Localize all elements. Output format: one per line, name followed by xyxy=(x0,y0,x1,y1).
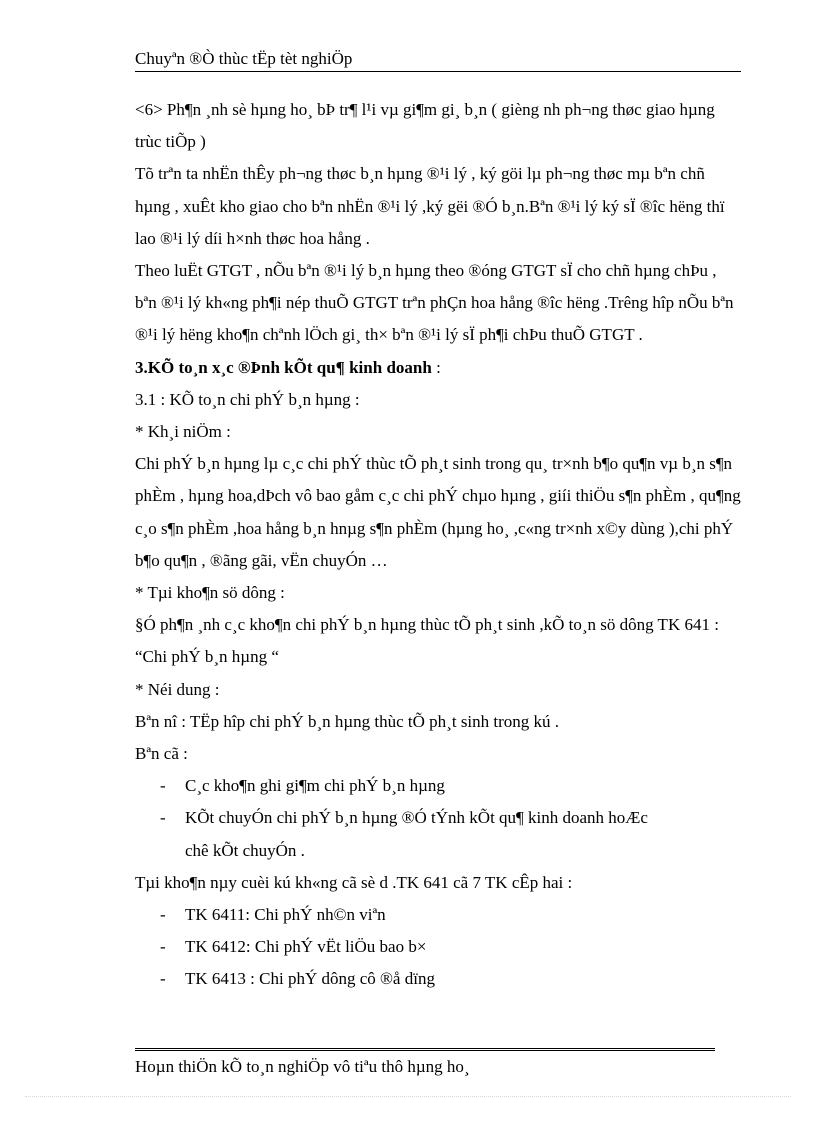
document-body xyxy=(135,94,741,996)
content-label: * Néi dung : xyxy=(135,679,220,699)
list-item-text: TK 6413 : Chi phÝ dông cô ®å dïng xyxy=(185,969,435,989)
list-item-text: TK 6412: Chi phÝ vËt liÖu bao b× xyxy=(185,937,427,957)
section-heading-3-suffix: : xyxy=(431,357,441,377)
paragraph-returned-goods: <6> Ph¶n ¸nh sè hµng ho¸ bÞ tr¶ l¹i vµ gi¶m gi¸ b¸n ( gièng nh ph¬ng thøc giao hµng trùc tiÕp ) xyxy=(135,100,715,152)
subsection-heading-3-1: 3.1 : KÕ to¸n chi phÝ b¸n hµng : xyxy=(135,389,360,409)
concept-label: * Kh¸i niÖm : xyxy=(135,422,231,442)
paragraph-vat-law: Theo luËt GTGT , nÕu bªn ®¹i lý b¸n hµng theo ®óng GTGT sÏ cho chñ hµng chÞu , bªn ®¹i lý kh«ng ph¶i nép thuÕ GTGT trªn phÇn hoa hång ®îc hëng .Trêng hîp nÕu bªn ®¹i lý hëng kho¶n chªnh lÖch gi¸ th× bªn ®¹i lý sÏ ph¶i chÞu thuÕ GTGT . xyxy=(135,261,734,345)
bullet-dash: - xyxy=(160,905,166,925)
page-edge-divider xyxy=(25,1096,791,1097)
list-item xyxy=(135,770,741,802)
section-heading-3-text: 3.KÕ to¸n x¸c ®Þnh kÕt qu¶ kinh doanh xyxy=(135,357,432,377)
bullet-dash: - xyxy=(160,969,166,989)
debit-side: Bªn nî : TËp hîp chi phÝ b¸n hµng thùc tÕ ph¸t sinh trong kú . xyxy=(135,711,560,731)
list-item xyxy=(135,899,741,931)
list-item xyxy=(135,802,741,834)
list-item-text: KÕt chuyÓn chi phÝ b¸n hµng ®Ó tÝnh kÕt qu¶ kinh doanh hoÆc xyxy=(185,808,648,828)
bullet-dash: - xyxy=(160,937,166,957)
list-item-continuation: chê kÕt chuyÓn . xyxy=(185,840,305,860)
account-label: * Tµi kho¶n sö dông : xyxy=(135,583,285,603)
page-header xyxy=(135,48,741,72)
header-title: Chuyªn ®Ò thùc tËp tèt nghiÖp xyxy=(135,49,353,68)
bullet-dash: - xyxy=(160,808,166,828)
list-item-text: C¸c kho¶n ghi gi¶m chi phÝ b¸n hµng xyxy=(185,776,445,796)
section-heading-3 xyxy=(135,352,741,384)
paragraph-balance: Tµi kho¶n nµy cuèi kú kh«ng cã sè d .TK 641 cã 7 TK cÊp hai : xyxy=(135,872,573,892)
bullet-dash: - xyxy=(160,776,166,796)
credit-label: Bªn cã : xyxy=(135,744,188,764)
list-item-text: TK 6411: Chi phÝ nh©n viªn xyxy=(185,905,386,925)
list-item xyxy=(135,963,741,995)
paragraph-account: §Ó ph¶n ¸nh c¸c kho¶n chi phÝ b¸n hµng thùc tÕ ph¸t sinh ,kÕ to¸n sö dông TK 641 : “Chi phÝ b¸n hµng “ xyxy=(135,615,719,667)
page-footer xyxy=(135,1048,715,1076)
paragraph-agency-method: Tõ trªn ta nhËn thÊy ph¬ng thøc b¸n hµng ®¹i lý , ký göi lµ ph¬ng thøc mµ bªn chñ hµng , xuÊt kho giao cho bªn nhËn ®¹i lý ,ký gëi ®Ó b¸n.Bªn ®¹i lý ký sÏ ®îc hëng thï lao ®¹i lý díi h×nh thøc hoa hång . xyxy=(135,164,725,248)
paragraph-concept: Chi phÝ b¸n hµng lµ c¸c chi phÝ thùc tÕ ph¸t sinh trong qu¸ tr×nh b¶o qu¶n vµ b¸n s¶n phÈm , hµng hoa,dÞch vô bao gåm c¸c chi phÝ chµo hµng , giíi thiÖu s¶n phÈm , qu¶ng c¸o s¶n phÈm ,hoa hång b¸n hnµg s¶n phÈm (hµng ho¸ ,c«ng tr×nh x©y dùng ),chi phÝ b¶o qu¶n , ®ãng gãi, vËn chuyÓn … xyxy=(135,454,741,570)
list-item xyxy=(135,931,741,963)
footer-title: Hoµn thiÖn kÕ to¸n nghiÖp vô tiªu thô hµng ho¸ xyxy=(135,1057,470,1076)
